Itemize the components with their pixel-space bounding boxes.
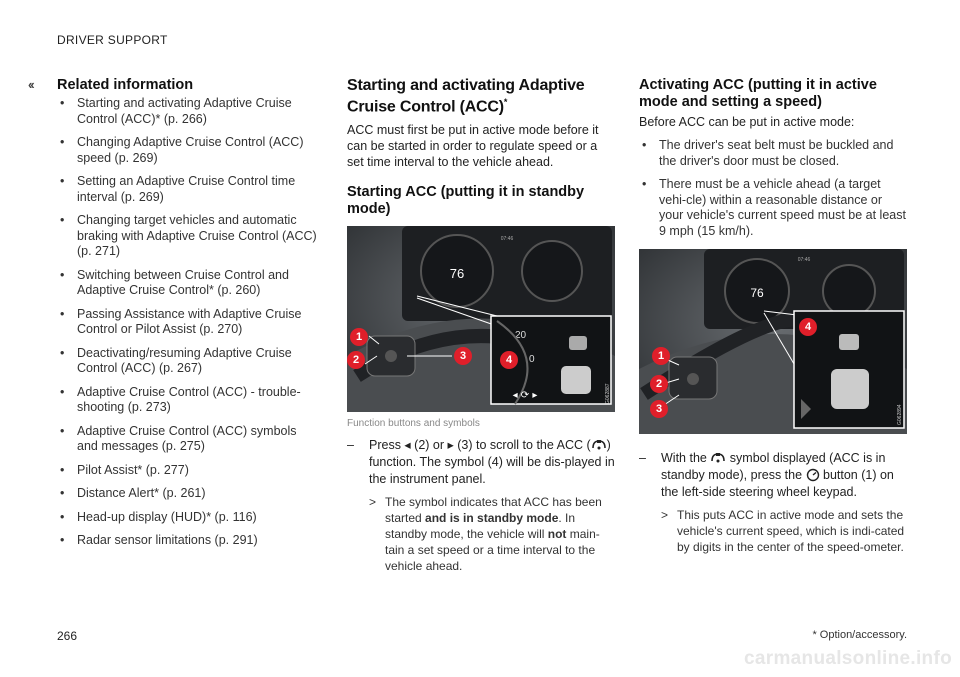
function-buttons-figure	[347, 226, 615, 412]
result-standby-mode: > The symbol indicates that ACC has been started and is in standby mode. In standby mode, the vehicle will not main-tain a set speed or a time interval to the vehicle ahead.	[369, 495, 602, 574]
list-item: • The driver's seat belt must be buckled and the driver's door must be closed.	[639, 138, 907, 169]
list-item[interactable]: • Adaptive Cruise Control (ACC) - trouble-shooting (p. 273)	[57, 385, 319, 416]
list-item[interactable]: • Passing Assistance with Adaptive Cruise Control or Pilot Assist (p. 270)	[57, 307, 319, 338]
related-information-column	[57, 77, 319, 557]
standby-mode-title: Starting ACC (putting it in standby mode)	[347, 184, 585, 218]
clock-reading: 07:46	[500, 236, 514, 243]
steering-wheel-illustration	[347, 226, 615, 412]
activating-acc-title: Activating ACC (putting it in active mode and setting a speed)	[639, 77, 877, 110]
figure-code: G062894	[897, 404, 903, 425]
step-press-acc-button: – With the symbol displayed (ACC is in standby mode), press the button (1) on the left-side steering wheel keypad.	[639, 451, 894, 499]
callout-3: 3	[650, 400, 668, 418]
list-item[interactable]: • Changing target vehicles and automatic braking with Adaptive Cruise Control (ACC) (p. 271)	[57, 213, 319, 260]
acc-keypad-figure	[639, 249, 907, 434]
figure-code: G062887	[605, 383, 611, 405]
related-information-title: Related information	[57, 77, 194, 93]
list-item: • There must be a vehicle ahead (a target vehi-cle) within a reasonable distance or your vehicle's current speed must be at least 9 mph (15 km/h).	[639, 177, 907, 239]
activating-acc-intro: Before ACC can be put in active mode:	[639, 115, 855, 129]
option-accessory-note: * Option/accessory.	[812, 629, 907, 641]
callout-3: 3	[454, 347, 472, 365]
activating-acc-column	[639, 77, 907, 555]
callout-2: 2	[650, 375, 668, 393]
list-item[interactable]: • Switching between Cruise Control and Adaptive Cruise Control* (p. 260)	[57, 268, 319, 299]
list-item[interactable]: • Pilot Assist* (p. 277)	[57, 463, 319, 479]
acc-symbol-icon	[591, 438, 607, 452]
acc-inset-symbol-icon: ◂ ⟳ ▸	[512, 390, 538, 402]
section-header: DRIVER SUPPORT	[57, 33, 168, 47]
callout-4: 4	[500, 351, 518, 369]
callout-1: 1	[652, 347, 670, 365]
related-links-list	[57, 96, 319, 549]
result-active-mode: > This puts ACC in active mode and sets the vehicle's current speed, which is indi-cated by digits in the center of the speed-ometer.	[661, 508, 905, 554]
speedometer-reading: 76	[750, 286, 764, 300]
list-item[interactable]: • Distance Alert* (p. 261)	[57, 486, 319, 502]
activation-conditions-list	[639, 138, 907, 239]
inset-speed-20: 20	[515, 330, 527, 342]
inset-speed-0: 0	[529, 354, 535, 366]
list-item[interactable]: • Adaptive Cruise Control (ACC) symbols and messages (p. 275)	[57, 424, 319, 455]
speedometer-reading: 76	[449, 266, 465, 282]
list-item[interactable]: • Setting an Adaptive Cruise Control time interval (p. 269)	[57, 174, 319, 205]
callout-1: 1	[350, 328, 368, 346]
list-item[interactable]: • Starting and activating Adaptive Cruise Control (ACC)* (p. 266)	[57, 96, 319, 127]
step-scroll-to-acc: – Press ◂ (2) or ▸ (3) to scroll to the ACC ( ) function. The symbol (4) will be dis-played in the instrument panel.	[347, 438, 615, 487]
list-item[interactable]: • Changing Adaptive Cruise Control (ACC) speed (p. 269)	[57, 135, 319, 166]
page-number: 266	[57, 629, 78, 643]
list-item[interactable]: • Deactivating/resuming Adaptive Cruise Control (ACC) (p. 267)	[57, 346, 319, 377]
list-item[interactable]: • Head-up display (HUD)* (p. 116)	[57, 510, 319, 526]
callout-4: 4	[799, 318, 817, 336]
figure-caption: Function buttons and symbols	[347, 418, 480, 430]
callout-2: 2	[347, 351, 365, 369]
steering-wheel-keypad-illustration	[639, 249, 907, 434]
back-arrow-icon[interactable]: ‹‹	[28, 77, 33, 92]
watermark: carmanualsonline.info	[744, 648, 952, 669]
starting-acc-column	[347, 77, 615, 574]
starting-acc-intro: ACC must first be put in active mode before it can be started in order to regulate speed or a set time interval to the vehicle ahead.	[347, 123, 599, 170]
list-item[interactable]: • Radar sensor limitations (p. 291)	[57, 533, 319, 549]
speedometer-button-icon	[806, 468, 820, 482]
acc-symbol-icon	[710, 451, 726, 465]
clock-reading: 07:46	[797, 257, 811, 263]
starting-acc-title: Starting and activating Adaptive Cruise Control (ACC)*	[347, 77, 585, 116]
